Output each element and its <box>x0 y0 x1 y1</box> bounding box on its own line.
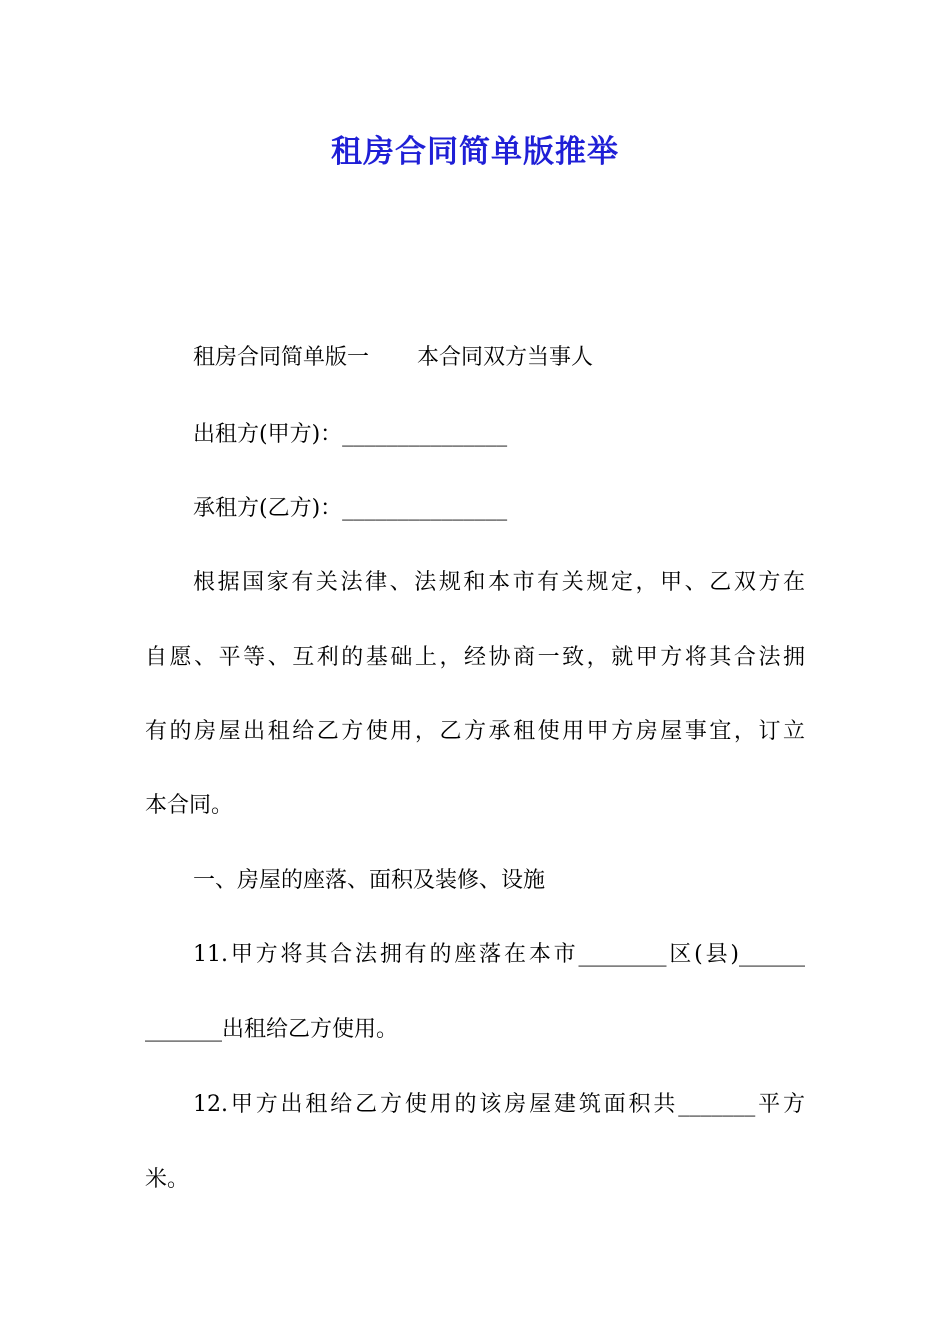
clause-line: _______出租给乙方使用。 <box>145 1017 399 1042</box>
lessor-line: 出租方(甲方)：_______________ <box>193 422 508 447</box>
document-title: 租房合同简单版推举 <box>331 134 619 170</box>
clause-line: 12.甲方出租给乙方使用的该房屋建筑面积共_______平方 <box>193 1092 805 1117</box>
clause-line: 米。 <box>145 1167 190 1192</box>
paragraph-line: 有的房屋出租给乙方使用，乙方承租使用甲方房屋事宜，订立 <box>145 719 805 744</box>
clause-line: 11.甲方将其合法拥有的座落在本市________区(县)______ <box>193 942 805 967</box>
paragraph-line: 本合同。 <box>145 793 234 818</box>
paragraph-line: 自愿、平等、互利的基础上，经协商一致，就甲方将其合法拥 <box>145 645 805 670</box>
parties-label: 本合同双方当事人 <box>417 345 594 370</box>
section-heading: 一、房屋的座落、面积及装修、设施 <box>193 868 546 893</box>
contract-version-label: 租房合同简单版一 <box>193 345 370 370</box>
paragraph-line: 根据国家有关法律、法规和本市有关规定，甲、乙双方在 <box>193 570 805 595</box>
contract-heading-line <box>193 340 805 376</box>
lessee-line: 承租方(乙方)：_______________ <box>193 496 508 521</box>
